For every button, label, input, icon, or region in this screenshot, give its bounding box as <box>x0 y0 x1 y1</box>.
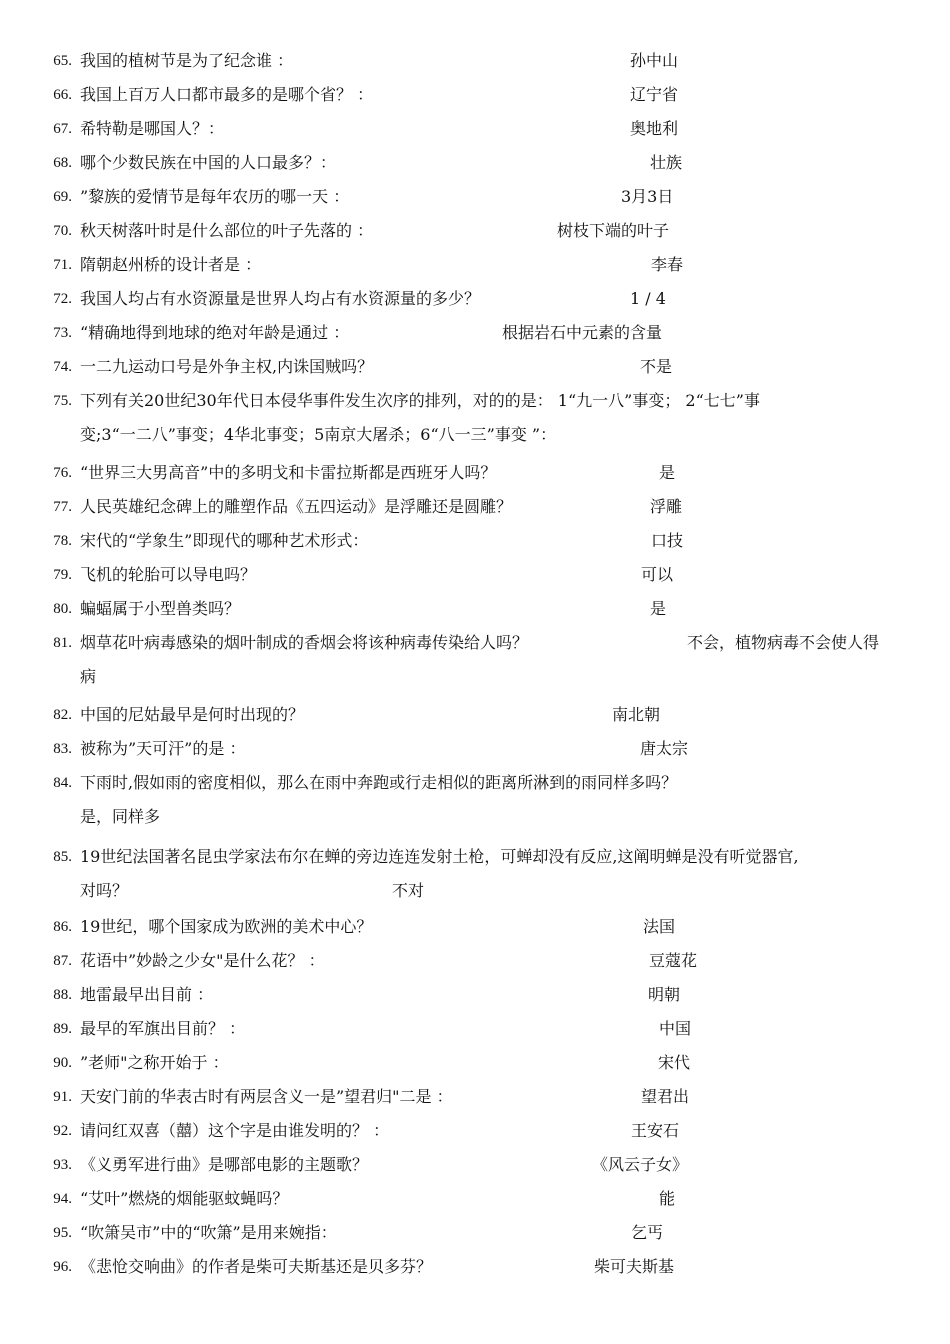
answer-text: 壮族 <box>650 153 683 172</box>
list-item <box>0 698 950 732</box>
list-item <box>0 1250 950 1284</box>
list-item <box>0 840 950 908</box>
question-text: 19世纪法国著名昆虫学家法布尔在蝉的旁边连连发射土枪，可蝉却没有反应,这阐明蝉是没有听觉器官, <box>80 847 799 866</box>
answer-text: 1 / 4 <box>630 289 666 308</box>
question-text: 宋代的“学象生”即现代的哪种艺术形式： <box>80 531 369 550</box>
question-text: 我国人均占有水资源量是世界人均占有水资源量的多少？ <box>80 289 481 308</box>
item-number: 89. <box>53 1021 72 1037</box>
question-text: 被称为”天可汗”的是 ： <box>80 739 246 758</box>
question-text: 19世纪，哪个国家成为欧洲的美术中心？ <box>80 917 373 936</box>
list-item <box>0 384 950 452</box>
list-item <box>0 558 950 592</box>
item-number: 80. <box>53 601 72 617</box>
item-number: 78. <box>53 533 72 549</box>
question-text: 《义勇军进行曲》是哪部电影的主题歌？ <box>80 1155 369 1174</box>
item-number: 90. <box>53 1055 72 1071</box>
item-number: 69. <box>53 189 72 205</box>
list-item <box>0 1148 950 1182</box>
list-item <box>0 282 950 316</box>
answer-text: 不对 <box>392 881 425 900</box>
question-continuation: 变;3“一二八”事变；4华北事变；5南京大屠杀；6“八一三”事变 ”： <box>80 425 557 444</box>
answer-text: 根据岩石中元素的含量 <box>502 323 663 342</box>
question-text: 哪个少数民族在中国的人口最多？： <box>80 153 337 172</box>
question-text: 《悲怆交响曲》的作者是柴可夫斯基还是贝多芬？ <box>80 1257 433 1276</box>
item-number: 86. <box>53 919 72 935</box>
question-text: “世界三大男高音”中的多明戈和卡雷拉斯都是西班牙人吗？ <box>80 463 497 482</box>
item-number: 92. <box>53 1123 72 1139</box>
question-text: ”老师"之称开始于 ： <box>80 1053 229 1072</box>
answer-text: 能 <box>659 1189 676 1208</box>
list-item <box>0 248 950 282</box>
question-text: 天安门前的华表古时有两层含义一是”望君归"二是 ： <box>80 1087 453 1106</box>
answer-text: 宋代 <box>658 1053 691 1072</box>
list-item <box>0 766 950 834</box>
question-text: ”黎族的爱情节是每年农历的哪一天 ： <box>80 187 350 206</box>
answer-text: 辽宁省 <box>630 85 679 104</box>
answer-text: 《风云子女》 <box>592 1155 689 1174</box>
item-number: 96. <box>53 1259 72 1275</box>
item-number: 70. <box>53 223 72 239</box>
answer-text: 可以 <box>641 565 674 584</box>
answer-text: 不会，植物病毒不会使人得 <box>687 633 880 652</box>
question-text: 中国的尼姑最早是何时出现的？ <box>80 705 305 724</box>
item-number: 72. <box>53 291 72 307</box>
list-item <box>0 978 950 1012</box>
answer-continuation: 病 <box>80 667 97 686</box>
question-text: 请问红双喜（囍）这个字是由谁发明的？ ： <box>80 1121 390 1140</box>
question-text: 人民英雄纪念碑上的雕塑作品《五四运动》是浮雕还是圆雕？ <box>80 497 513 516</box>
answer-text: 柴可夫斯基 <box>594 1257 675 1276</box>
item-number: 94. <box>53 1191 72 1207</box>
answer-text: 王安石 <box>631 1121 680 1140</box>
item-number: 76. <box>53 465 72 481</box>
question-text: “艾叶”燃烧的烟能驱蚊蝇吗？ <box>80 1189 289 1208</box>
list-item <box>0 350 950 384</box>
answer-text: 乞丐 <box>631 1223 664 1242</box>
item-number: 74. <box>53 359 72 375</box>
item-number: 82. <box>53 707 72 723</box>
item-number: 93. <box>53 1157 72 1173</box>
list-item <box>0 146 950 180</box>
item-number: 75. <box>53 393 72 409</box>
list-item <box>0 112 950 146</box>
list-item <box>0 732 950 766</box>
list-item <box>0 910 950 944</box>
list-item <box>0 44 950 78</box>
item-number: 85. <box>53 849 72 865</box>
item-number: 83. <box>53 741 72 757</box>
item-number: 77. <box>53 499 72 515</box>
list-item <box>0 524 950 558</box>
question-text: “吹箫吴市”中的“吹箫”是用来婉指： <box>80 1223 337 1242</box>
question-text: 希特勒是哪国人？： <box>80 119 225 138</box>
answer-text: 奥地利 <box>630 119 679 138</box>
answer-text: 法国 <box>643 917 676 936</box>
answer-text: 唐太宗 <box>640 739 689 758</box>
list-item <box>0 944 950 978</box>
answer-text: 浮雕 <box>650 497 683 516</box>
question-text: 飞机的轮胎可以导电吗？ <box>80 565 257 584</box>
question-text: 我国的植树节是为了纪念谁 ： <box>80 51 294 70</box>
question-text: 下列有关20世纪30年代日本侵华事件发生次序的排列，对的的是： 1“九一八”事变； 2“七七”事 <box>80 391 760 410</box>
item-number: 91. <box>53 1089 72 1105</box>
answer-text: 树枝下端的叶子 <box>557 221 670 240</box>
answer-text: 中国 <box>659 1019 692 1038</box>
answer-text: 望君出 <box>641 1087 690 1106</box>
answer-text: 是 <box>650 599 667 618</box>
item-number: 79. <box>53 567 72 583</box>
question-text: “精确地得到地球的绝对年龄是通过 ： <box>80 323 350 342</box>
question-text: 秋天树落叶时是什么部位的叶子先落的 ： <box>80 221 374 240</box>
item-number: 68. <box>53 155 72 171</box>
answer-text: 是 <box>659 463 676 482</box>
question-text: 我国上百万人口都市最多的是哪个省？ ： <box>80 85 374 104</box>
question-text: 烟草花叶病毒感染的烟叶制成的香烟会将该种病毒传染给人吗？ <box>80 633 529 652</box>
list-item <box>0 1216 950 1250</box>
list-item <box>0 626 950 694</box>
question-text: 下雨时,假如雨的密度相似，那么在雨中奔跑或行走相似的距离所淋到的雨同样多吗？ <box>80 773 678 792</box>
item-number: 65. <box>53 53 72 69</box>
question-text: 蝙蝠属于小型兽类吗？ <box>80 599 241 618</box>
list-item <box>0 1046 950 1080</box>
list-item <box>0 180 950 214</box>
answer-continuation: 是，同样多 <box>80 807 161 826</box>
answer-text: 3月3日 <box>621 187 674 206</box>
list-item <box>0 1182 950 1216</box>
answer-text: 孙中山 <box>630 51 679 70</box>
list-item <box>0 490 950 524</box>
question-text: 花语中”妙龄之少女"是什么花？ ： <box>80 951 325 970</box>
item-number: 95. <box>53 1225 72 1241</box>
question-text: 隋朝赵州桥的设计者是 ： <box>80 255 262 274</box>
answer-text: 口技 <box>651 531 684 550</box>
list-item <box>0 1012 950 1046</box>
list-item <box>0 1080 950 1114</box>
question-text: 最早的军旗出目前？ ： <box>80 1019 246 1038</box>
item-number: 87. <box>53 953 72 969</box>
answer-text: 豆蔻花 <box>649 951 698 970</box>
item-number: 88. <box>53 987 72 1003</box>
question-continuation: 对吗？ <box>80 881 129 900</box>
list-item <box>0 316 950 350</box>
answer-text: 李春 <box>651 255 684 274</box>
list-item <box>0 592 950 626</box>
answer-text: 南北朝 <box>612 705 661 724</box>
item-number: 81. <box>53 635 72 651</box>
question-text: 一二九运动口号是外争主权,内诛国贼吗？ <box>80 357 374 376</box>
item-number: 67. <box>53 121 72 137</box>
item-number: 73. <box>53 325 72 341</box>
item-number: 66. <box>53 87 72 103</box>
list-item <box>0 214 950 248</box>
answer-text: 明朝 <box>648 985 681 1004</box>
item-number: 71. <box>53 257 72 273</box>
answer-text: 不是 <box>640 357 673 376</box>
item-number: 84. <box>53 775 72 791</box>
list-item <box>0 78 950 112</box>
question-text: 地雷最早出目前 ： <box>80 985 214 1004</box>
list-item <box>0 1114 950 1148</box>
list-item <box>0 456 950 490</box>
